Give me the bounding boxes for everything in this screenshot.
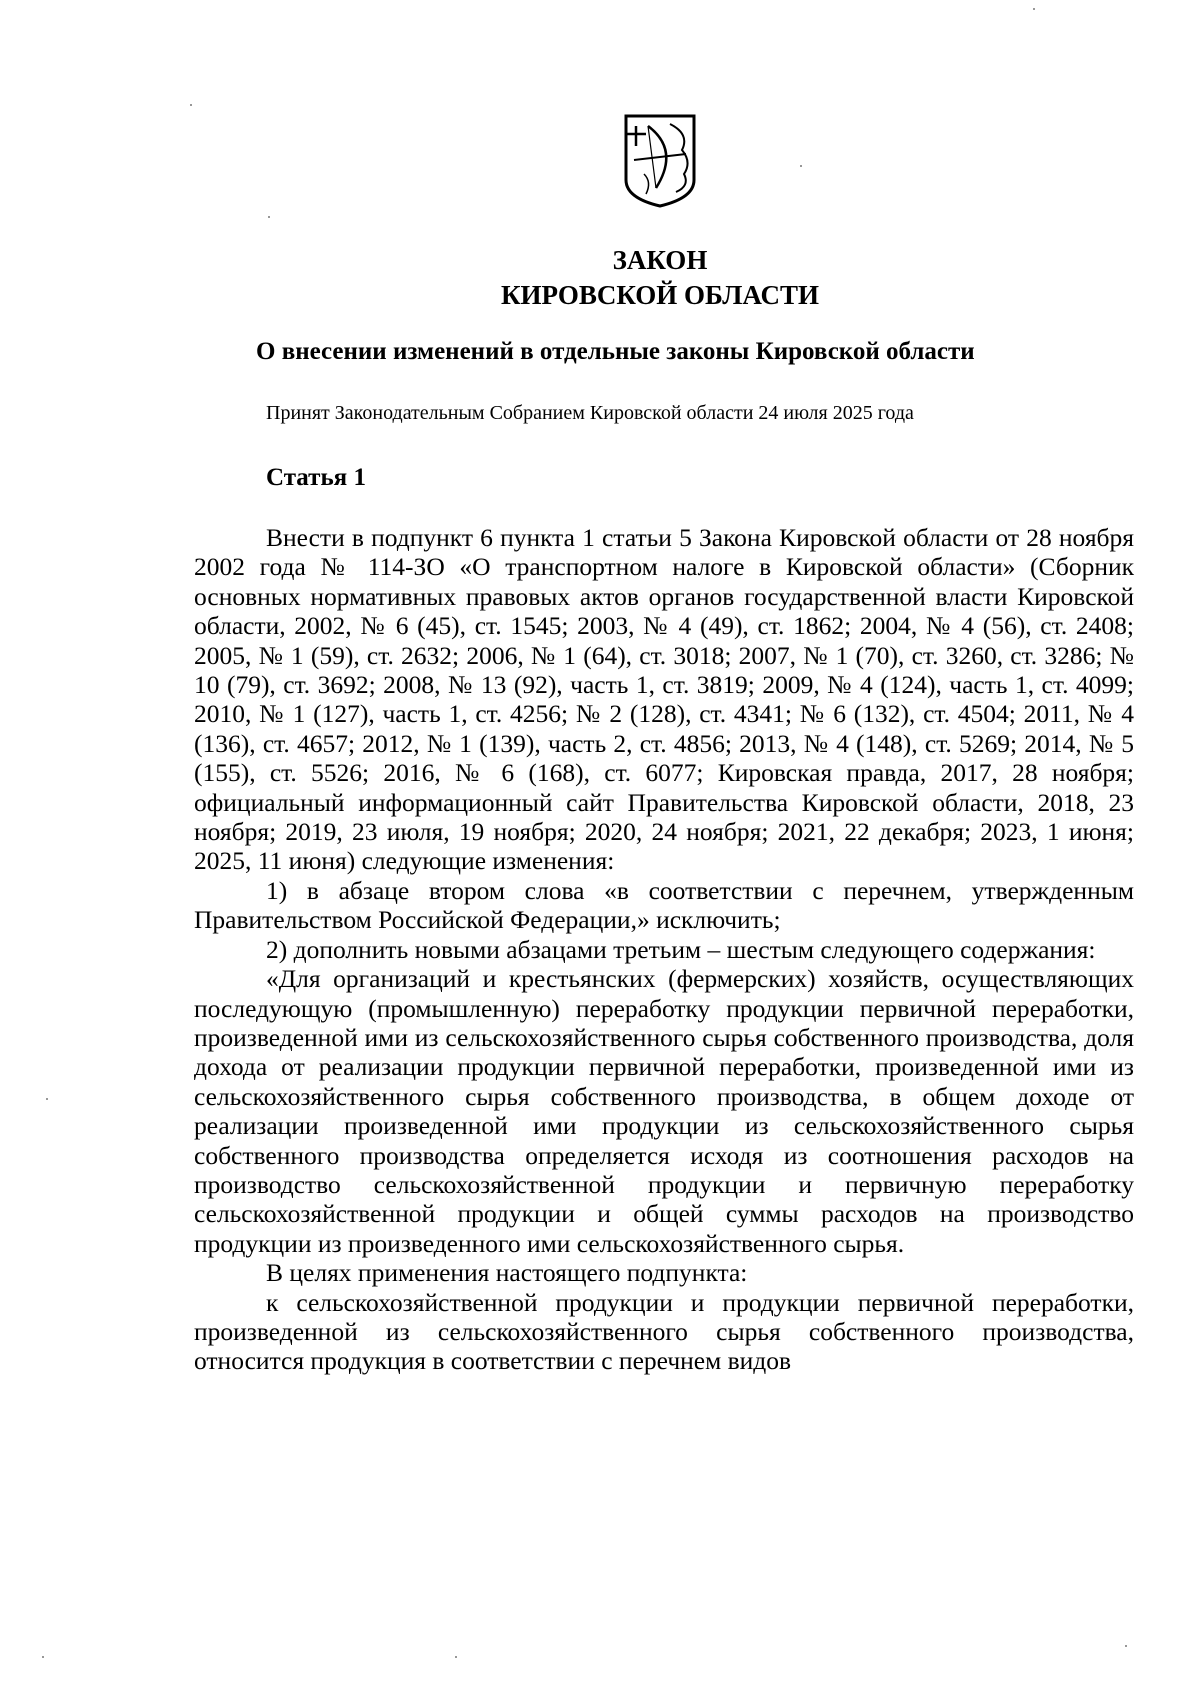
law-region: КИРОВСКОЙ ОБЛАСТИ <box>500 280 820 310</box>
scan-speck <box>455 1656 457 1658</box>
scan-speck <box>268 216 270 218</box>
scan-speck <box>46 1098 48 1100</box>
paragraph: Внести в подпункт 6 пункта 1 статьи 5 Закона Кировской области от 28 ноября 2002 года № 114-ЗО «О транспортном налоге в Кировской области» (Сборник основных нормативных правовых актов органов государственной власти Кировской области, 2002, № 6 (45), ст. 1545; 2003, № 4 (49), ст. 1862; 2004, № 4 (56), ст. 2408; 2005, № 1 (59), ст. 2632; 2006, № 1 (64), ст. 3018; 2007, № 1 (70), ст. 3260, ст. 3286; № 10 (79), ст. 3692; 2008, № 13 (92), часть 1, ст. 3819; 2009, № 4 (124), часть 1, ст. 4099; 2010, № 1 (127), часть 1, ст. 4256; № 2 (128), ст. 4341; № 6 (132), ст. 4504; 2011, № 4 (136), ст. 4657; 2012, № 1 (139), часть 2, ст. 4856; 2013, № 4 (148), ст. 5269; 2014, № 5 (155), ст. 5526; 2016, № 6 (168), ст. 6077; Кировская правда, 2017, 28 ноября; официальный информационный сайт Правительства Кировской области, 2018, 23 ноября; 2019, 23 июля, 19 ноября; 2020, 24 ноября; 2021, 22 декабря; 2023, 1 июня; 2025, 11 июня) следующие изменения: <box>194 523 1134 876</box>
scan-speck <box>190 104 192 106</box>
adoption-note: Принят Законодательным Собранием Кировской области 24 июля 2025 года <box>266 402 914 424</box>
scan-speck <box>1125 1645 1127 1647</box>
paragraph: 2) дополнить новыми абзацами третьим – шестым следующего содержания: <box>266 934 1096 964</box>
coat-of-arms-icon <box>620 110 700 210</box>
law-title: ЗАКОН <box>612 245 708 275</box>
paragraph: В целях применения настоящего подпункта: <box>266 1258 748 1288</box>
paragraph: «Для организаций и крестьянских (фермерских) хозяйств, осуществляющих последующую (промышленную) переработку продукции первичной переработки, произведенной ими из сельскохозяйственного сырья собственного производства, доля дохода от реализации продукции первичной переработки, произведенной ими из сельскохозяйственного сырья собственного производства, в общем доходе от реализации произведенной ими продукции из сельскохозяйственного сырья собственного производства определяется исходя из соотношения расходов на производство сельскохозяйственной продукции и первичную переработку сельскохозяйственной продукции и общей суммы расходов на производство продукции из произведенного ими сельскохозяйственного сырья. <box>194 964 1134 1258</box>
paragraph: к сельскохозяйственной продукции и продукции первичной переработки, произведенной из сельскохозяйственного сырья собственного производства, относится продукция в соответствии с перечнем видов <box>194 1287 1134 1376</box>
law-subject: О внесении изменений в отдельные законы Кировской области <box>256 338 975 365</box>
scan-speck <box>1033 8 1035 10</box>
scan-speck <box>800 165 802 167</box>
article-heading: Статья 1 <box>266 464 366 491</box>
scan-speck <box>42 1656 44 1658</box>
paragraph: 1) в абзаце втором слова «в соответствии с перечнем, утвержденным Правительством Российской Федерации,» исключить; <box>194 875 1134 935</box>
article-body <box>194 523 1134 1376</box>
